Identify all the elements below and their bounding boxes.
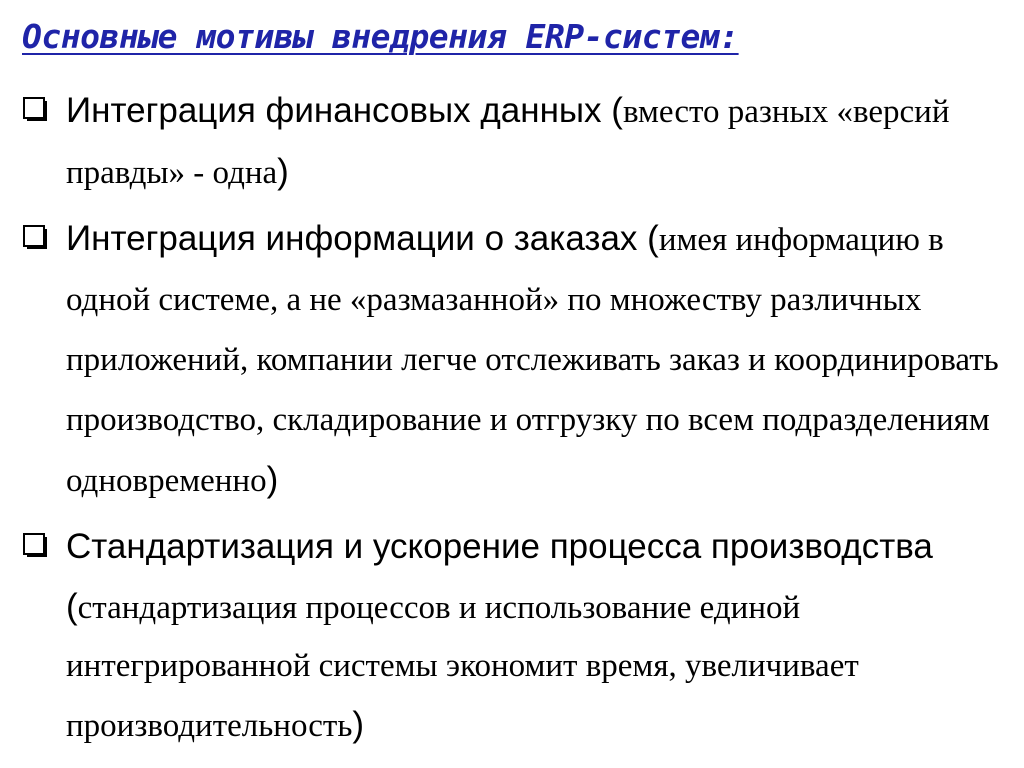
bullet-paren-close: ) xyxy=(266,460,279,499)
bullet-paren-open: ( xyxy=(601,91,623,130)
slide-title: Основные мотивы внедрения ERP-систем: xyxy=(22,17,739,56)
bullet-paren-close: ) xyxy=(277,152,289,191)
checkbox-square-icon xyxy=(22,532,52,562)
bullet-detail: вместо разных «версий правды» - одна xyxy=(66,94,950,191)
bullet-lead: Интеграция информации о заказах xyxy=(66,219,638,258)
bullet-text xyxy=(66,84,1008,206)
bullet-item-financial-integration xyxy=(18,84,1008,206)
bullet-lead: Интеграция финансовых данных xyxy=(66,91,602,130)
bullet-text xyxy=(66,212,1008,514)
bullet-paren-open: ( xyxy=(66,587,78,626)
bullet-paren-open: ( xyxy=(637,219,659,258)
bullet-list xyxy=(18,84,1008,758)
bullet-item-process-standardization xyxy=(18,520,1008,758)
checkbox-square-icon xyxy=(22,96,52,126)
bullet-detail: стандартизация процессов и использование единой интегрированной системы экономит время, увеличивает производительность xyxy=(66,590,859,744)
bullet-text xyxy=(66,520,1008,758)
checkbox-square-icon xyxy=(22,224,52,254)
bullet-detail: имея информацию в одной системе, а не «размазанной» по множеству различных приложений, компании легче отслеживать заказ и координировать производство, складирование и отгрузку по всем подразделениям одновременно xyxy=(66,222,999,499)
bullet-paren-close: ) xyxy=(352,705,365,744)
bullet-lead: Стандартизация и ускорение процесса производства xyxy=(66,527,933,566)
bullet-item-order-integration xyxy=(18,212,1008,514)
